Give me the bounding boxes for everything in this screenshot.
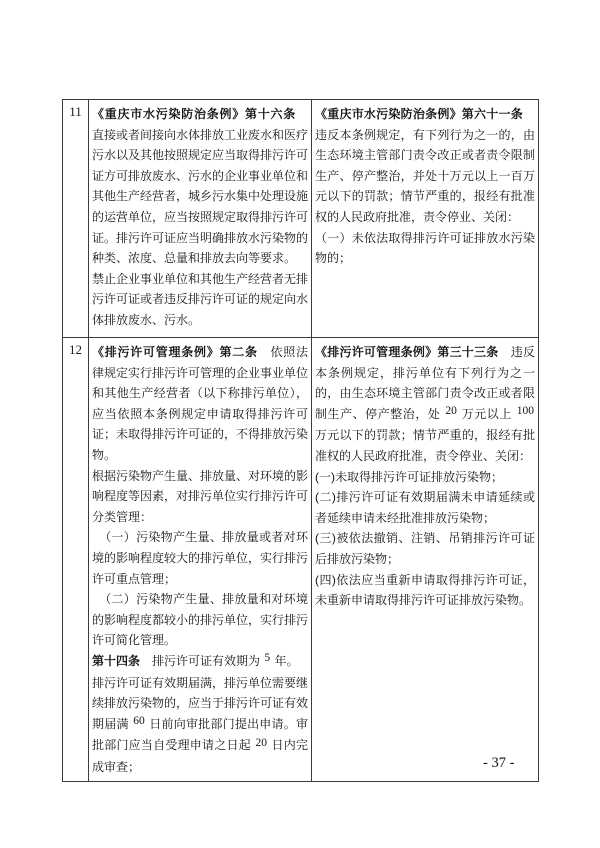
numeral: 20 — [445, 405, 457, 418]
clause-text: 排污许可证有效期届满，排污单位需要继续排放污染物的，应当于排污许可证有效期届满 — [92, 675, 309, 731]
clause-title: 《排污许可管理条例》第三十三条 — [315, 345, 499, 359]
paragraph — [315, 104, 535, 228]
cell-row11-right — [312, 100, 539, 338]
paragraph — [92, 673, 308, 778]
paragraph — [315, 528, 535, 569]
paragraph — [315, 342, 535, 467]
paragraph — [315, 467, 535, 488]
paragraph — [92, 466, 308, 528]
numeral: 100 — [516, 405, 534, 418]
page-number: - 37 - — [483, 755, 515, 771]
row-number: 11 — [63, 100, 89, 338]
clause-text: 日前向审批部门提出申请。审批部门应当自受理申请之日起 — [92, 716, 308, 753]
numeral: 20 — [255, 736, 267, 749]
table-row — [63, 338, 539, 782]
clause-text: 年。 — [271, 653, 299, 668]
clause-text: （一）污染物产生量、排放量或者对环境的影响程度较大的排污单位，实行排污许可重点管理； — [92, 530, 309, 586]
clause-text: 直接或者间接向水体排放工业废水和医疗污水以及其他按照规定应当取得排污许可证方可排放废水、污水的企业事业单位和其他生产经营者，城乡污水集中处理设施的运营单位，应当按照规定取得排污许可证。排污许可证应当明确排放水污染物的种类、浓度、总量和排放去向等要求。 — [92, 107, 309, 266]
clause-text: (四)依法应当重新申请取得排污许可证，未重新申请取得排污许可证排放污染物。 — [315, 572, 535, 608]
clause-text: (二)排污许可证有效期届满未申请延续或者延续申请未经批准排放污染物； — [315, 490, 535, 525]
paragraph — [92, 104, 308, 269]
clause-title: 《重庆市水污染防治条例》第六十一条 — [315, 107, 523, 121]
clause-text: 万元以上 — [457, 406, 516, 421]
clause-text: 禁止企业事业单位和其他生产经营者无排污许可证或者违反排污许可证的规定向水体排放废水、污水。 — [92, 271, 309, 327]
paragraph — [315, 487, 535, 528]
clause-text: (一)未取得排污许可证排放污染物； — [315, 469, 503, 484]
paragraph — [92, 342, 308, 466]
clause-text: 万元以下的罚款；情节严重的，报经有批准权的人民政府批准，责令停业、关闭： — [315, 428, 535, 463]
row-number: 12 — [63, 338, 89, 782]
clause-text: 排污许可证有效期为 — [140, 653, 264, 668]
numeral: 5 — [264, 652, 271, 665]
regulations-table — [62, 99, 539, 782]
clause-text: (三)被依法撤销、注销、吊销排污许可证后排放污染物； — [315, 531, 535, 566]
clause-title: 《重庆市水污染防治条例》第十六条 — [92, 107, 296, 121]
cell-row12-right — [312, 338, 539, 782]
clause-title: 《排污许可管理条例》第二条 — [92, 345, 258, 359]
clause-text: （二）污染物产生量、排放量和对环境的影响程度都较小的排污单位，实行排污许可简化管理。 — [92, 592, 309, 648]
table-row — [63, 100, 539, 338]
paragraph — [92, 651, 308, 673]
clause-text: （一）未依法取得排污许可证排放水污染物的； — [315, 230, 535, 266]
clause-text: 日内完成审查； — [92, 738, 308, 774]
clause-title: 第十四条 — [92, 653, 141, 668]
clause-text: 违反本条例规定，有下列行为之一的，由生态环境主管部门责令改正或者责令限制生产、停产整治，并处十万元以上一百万元以下的罚款；情节严重的，报经有批准权的人民政府批准，责令停业、关闭： — [315, 107, 535, 224]
paragraph — [315, 570, 535, 611]
paragraph — [315, 228, 535, 269]
cell-row11-left — [89, 100, 312, 338]
cell-row12-left — [89, 338, 312, 782]
paragraph — [92, 589, 308, 651]
clause-text: 根据污染物产生量、排放量、对环境的影响程度等因素，对排污单位实行排污许可分类管理： — [92, 468, 309, 524]
paragraph — [92, 269, 308, 331]
clause-text: 依照法律规定实行排污许可管理的企业事业单位和其他生产经营者（以下称排污单位），应当依照本条例规定申请取得排污许可证；未取得排污许可证的，不得排放污染物。 — [92, 345, 309, 462]
clause-text: 违反本条例规定，排污单位有下列行为之一的，由生态环境主管部门责令改正或者限制生产、停产整治，处 — [315, 345, 535, 421]
paragraph — [92, 527, 308, 589]
numeral: 60 — [133, 715, 145, 728]
